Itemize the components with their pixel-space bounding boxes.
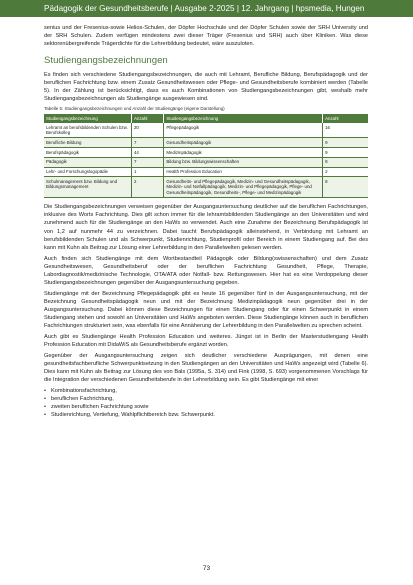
col-header-name-1: Studiengangsbezeichnung: [44, 114, 131, 123]
table-cell: 9: [323, 148, 368, 158]
list-item: • zweiten beruflichen Fachrichtung sowie: [51, 403, 368, 411]
table-cell: 20: [131, 123, 163, 138]
table-cell: Health Profession Education: [164, 167, 323, 177]
table-cell: Pädagogik: [44, 157, 131, 167]
table-header-row: [44, 114, 368, 123]
running-header: [0, 0, 413, 17]
table-row: [44, 148, 368, 158]
paragraph-1: Es finden sich verschiedene Studiengangsbezeichnungen, die auch mit Lehramt, Berufliche Bildung, Berufspädagogik und der beruflichen Fachrichtung bzw. einem Zusatz Gesundheitswesen oder Pflege- und Gesundheitsberufe kombiniert werden (Tabelle 5). In der Zählung ist berücksichtigt, dass es auch Kombinationen von Studiengangsbezeichnungen gibt, weshalb mehr Studiengangsbezeichnungen als Studiengänge ausgewiesen sind.: [44, 72, 368, 103]
table-cell: Medizinpädagogik: [164, 148, 323, 158]
col-header-name-2: Studiengangsbezeichnung: [164, 114, 323, 123]
table-cell: 9: [323, 138, 368, 148]
page-number: 73: [202, 565, 211, 572]
table-cell: 7: [131, 138, 163, 148]
col-header-count-1: Anzahl: [131, 114, 163, 123]
table-cell: Gesundheitspädagogik: [164, 138, 323, 148]
table-cell: 8: [323, 157, 368, 167]
table-cell: 8: [323, 177, 368, 198]
paragraph-4: Studiengänge mit der Bezeichnung Pflegepädagogik gibt es heute 16 gegenüber fünf in der Ausgangsuntersuchung, mit der Bezeichnung Gesundheitspädagogik neun und mit der Bezeichnung Medizinpädagogik neun gegenüber drei in der Ausgangsuntersuchung. Dabei können diese Bezeichnungen für einen Studiengang oder für einen Schwerpunkt in einem Studiengang stehen und sowohl an Universitäten und HaWs angeboten werden. Diese Studiengänge können auch in beruflichen Fachrichtungen strukturiert sein, was ebenfalls für eine Annäherung der Lehrerbildung in den Parallelwelten zu sprechen scheint.: [44, 290, 368, 330]
table-cell: Bildung bzw. Bildungswissenschaften: [164, 157, 323, 167]
table-cell: Berufliche Bildung: [44, 138, 131, 148]
table-cell: Gesundheits- und Pflegepädagogik, Medizin- und Gesundheitspädagogik, Medizin- und Notfallpädagogik, Medizin- und Pflegepädagogik, Pflege- und Gesundheitspädagogik, Gesundheits-, Pflege- und Medizinpädagogik: [164, 177, 323, 198]
table-cell: 2: [323, 167, 368, 177]
table-row: [44, 123, 368, 138]
table-row: [44, 167, 368, 177]
table-row: [44, 177, 368, 198]
list-item: • Studienrichtung, Vertiefung, Wahlpflichtbereich bzw. Schwerpunkt.: [51, 411, 368, 419]
table-cell: 44: [131, 148, 163, 158]
paragraph-3: Auch finden sich Studiengänge mit dem Wortbestandteil Pädagogik oder Bildung(swissenschaften) und dem Zusatz Gesundheitswesen, Gesundheitsberuf oder der beruflichen Fachrichtung Gesundheit, Pflege, Therapie, Labordiagnostik/medizinische Technologie, OTA/ATA oder Notfall- bzw. Rettungswesen. Hier hat es eine Verdoppelung dieser Studiengangsbezeichnungen gegenüber der Ausgangsuntersuchung gegeben.: [44, 255, 368, 286]
table-cell: Schulmanagement bzw. Bildung und Bildungsmanagement: [44, 177, 131, 198]
table-cell: 1: [131, 167, 163, 177]
article-body: [44, 24, 368, 420]
intro-paragraph: senius und der Fresenius-sowie Helios-Schulen, der Döpfer Hochschule und der Döpfer Schulen sowie der SRH University und der SRH Schulen. Zudem verfügen mindestens zwei dieser Träger (Fresenius und SRH) auch über Kliniken. Was diese sektorenübergreifende Trägerdichte für die Lehrerbildung bedeutet, wäre auszuloten.: [44, 25, 368, 48]
table-cell: 16: [323, 123, 368, 138]
programs-table: [44, 114, 368, 198]
list-item: • Kombinationsfachrichtung,: [51, 387, 368, 395]
running-header-text: Pädagogik der Gesundheitsberufe | Ausgabe 2-2025 | 12. Jahrgang | hpsmedia, Hungen: [44, 4, 365, 13]
section-title: Studiengangsbezeichnungen: [44, 55, 168, 67]
bullet-list: [44, 387, 368, 419]
table-row: [44, 138, 368, 148]
table-row: [44, 157, 368, 167]
table-cell: Lehr- und Forschungslogopädie: [44, 167, 131, 177]
paragraph-2: Die Studiengangsbezeichnungen verweisen gegenüber der Ausgangsuntersuchung deutlicher auf die beruflichen Fachrichtungen, inklusive des Worts Fachrichtung. Dies gilt schon immer für die lehramtsbildenden Studiengänge an den Universitäten und wird zunehmend auch für die Studiengänge an den HaWs so verwendet. Auch eine Zunahme der Bezeichnung Berufspädagogik ist von 1,2 auf nunmehr 44 zu verzeichnen. Dabei taucht Berufspädagogik alleinstehend, in Verbindung mit Lehramt an berufsbildenden Schulen und als Schwerpunkt, Studienrichtung, Studienprofil oder Bereich in einem Studiengang auf. Bei des kann mit Kuhn als Beitrag zur Lösung einer Lehrerbildung in den Parallelwelten gelesen werden.: [44, 204, 368, 251]
col-header-count-2: Anzahl: [323, 114, 368, 123]
table-cell: Lehramt an berufsbildenden Schulen bzw. Berufskolleg: [44, 123, 131, 138]
table-cell: Berufspädagogik: [44, 148, 131, 158]
paragraph-6: Gegenüber der Ausgangsuntersuchung zeigen sich deutlicher verschiedene Ausprägungen, mit denen eine gesundheitsfachberufliche Schwerpunktsetzung in den Studiengängen an den Universitäten und HaWs angezeigt wird (Tabelle 6). Dies kann mit Kuhn als Beitrag zur Lösung des von Bals (1995a, S. 314) und Fink (1998, S. 693) vorgenommenen Vorschlags für die Integration der verschiedenen Gesundheitsberufe in der Lehrerbildung sein. Es gibt Studiengänge mit einer: [44, 353, 368, 384]
paragraph-5: Auch gibt es Studiengänge Health Profession Education und weiteres. Jüngst ist in Berlin der Masterstudiengang Health Profession Education mit DidaWiS als Gesundheitsberufe ergänzt worden.: [44, 334, 368, 349]
table-cell: 2: [131, 177, 163, 198]
list-item: • beruflichen Fachrichtung,: [51, 395, 368, 403]
table-cell: Pflegepädagogik: [164, 123, 323, 138]
table-caption: Tabelle 5: Studiengangsbezeichnungen und Anzahl der Studiengänge (eigene Darstellung): [44, 106, 225, 112]
table-cell: 7: [131, 157, 163, 167]
